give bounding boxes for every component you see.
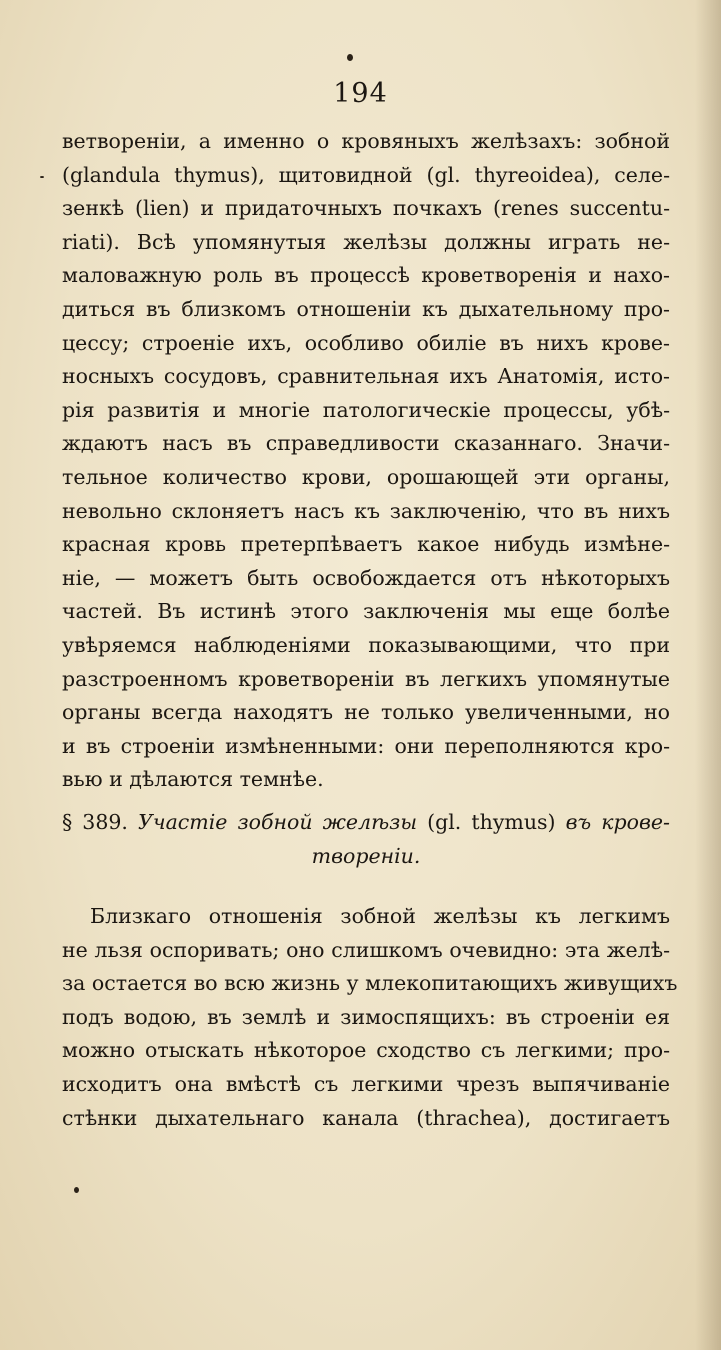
section-heading-line-1 — [62, 805, 670, 839]
text-line: частей. Въ истинѣ этого заключенія мы еще болѣе — [62, 599, 670, 624]
text-line: рія развитія и многіе патологическіе процессы, убѣ- — [62, 397, 670, 422]
text-line: ветвореніи, а именно о кровяныхъ желѣзахъ: зобной — [62, 129, 670, 153]
text-line: тельное количество крови, орошающей эти органы, — [62, 464, 670, 489]
text-line: riati). Всѣ упомянутыя желѣзы должны играть не- — [62, 229, 670, 254]
text-line: ніе, — можетъ быть освобождается отъ нѣкоторыхъ — [62, 565, 670, 590]
paragraph-1 — [62, 125, 670, 797]
text-line: вью и дѣлаются темнѣе. — [62, 767, 324, 792]
text-line: подъ водою, въ землѣ и зимоспящихъ: въ строеніи ея — [62, 1004, 670, 1029]
ink-speck — [347, 54, 353, 61]
text-line: разстроенномъ кроветвореніи въ легкихъ упомянутые — [62, 666, 670, 691]
ink-speck — [74, 1187, 79, 1193]
text-line: исходитъ она вмѣстѣ съ легкими чрезъ выпячиваніе — [62, 1071, 670, 1096]
text-line: маловажную роль въ процессѣ кроветворенія и нахо- — [62, 263, 670, 288]
text-line: диться въ близкомъ отношеніи къ дыхательному про- — [62, 296, 670, 321]
page-edge-shadow — [695, 0, 721, 1350]
text-line: не льзя оспоривать; оно слишкомъ очевидно: эта желѣ- — [62, 937, 670, 962]
section-heading-line-2 — [62, 839, 670, 873]
text-line: цессу; строеніе ихъ, особливо обиліе въ нихъ крове- — [62, 330, 670, 355]
text-line: красная кровь претерпѣваетъ какое нибудь измѣне- — [62, 532, 670, 557]
text-line: стѣнки дыхательнаго канала (thrachea), достигаетъ — [62, 1105, 670, 1130]
text-line: носныхъ сосудовъ, сравнительная ихъ Анатомія, исто- — [62, 364, 670, 389]
section-title-part-1: Участіе зобной желѣзы — [138, 810, 418, 834]
text-line: зенкѣ (lien) и придаточныхъ почкахъ (renes succentu- — [62, 196, 670, 221]
section-title-part-2: въ крове- — [565, 810, 670, 834]
section-title-latin: (gl. thymus) — [427, 810, 556, 834]
ink-speck — [40, 176, 44, 178]
text-line: Близкаго отношенія зобной желѣзы къ легкимъ — [90, 904, 670, 928]
section-title-part-3: твореніи. — [311, 844, 421, 868]
paragraph-2 — [62, 900, 678, 1135]
section-number: § 389. — [62, 810, 128, 834]
text-line: органы всегда находятъ не только увеличенными, но — [62, 700, 670, 725]
text-line: (glandula thymus), щитовидной (gl. thyreoidea), селе- — [62, 162, 670, 187]
text-line: за остается во всю жизнь у млекопитающихъ живущихъ — [62, 971, 678, 996]
text-line: увѣряемся наблюденіями показывающими, что при — [62, 632, 670, 657]
page-number: 194 — [333, 78, 388, 109]
text-line: можно отыскать нѣкоторое сходство съ легкими; про- — [62, 1038, 670, 1063]
text-line: невольно склоняетъ насъ къ заключенію, что въ нихъ — [62, 498, 670, 523]
text-line: ждаютъ насъ въ справедливости сказаннаго. Значи- — [62, 431, 670, 456]
section-heading — [62, 805, 670, 873]
text-line: и въ строеніи измѣненными: они переполняются кро- — [62, 733, 670, 758]
